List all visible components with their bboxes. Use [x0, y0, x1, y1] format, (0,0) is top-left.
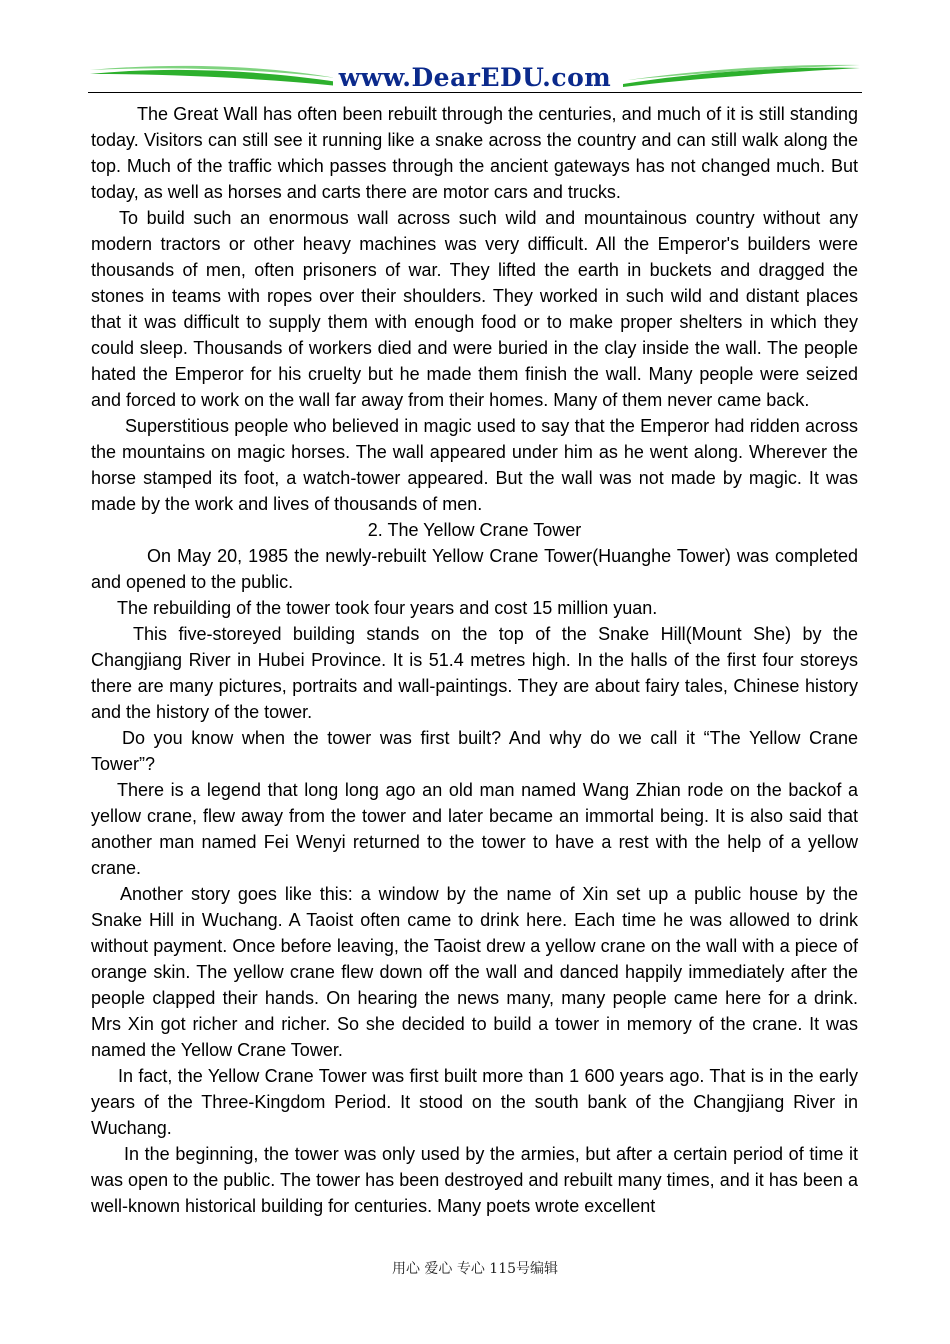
page-header: [88, 60, 862, 96]
paragraph-tower-history: In fact, the Yellow Crane Tower was first built more than 1 600 years ago. That is in the early years of the Three-Kingdom Period. It stood on the south bank of the Changjiang River in Wuchang.: [91, 1066, 858, 1138]
paragraph-tower-story: Another story goes like this: a window by the name of Xin set up a public house by the Snake Hill in Wuchang. A Taoist often came to drink here. Each time he was allowed to drink without payment. Once before leaving, the Taoist drew a yellow crane on the wall with a piece of orange skin. The yellow crane flew down off the wall and danced happily immediately after the people clapped their hands. On hearing the news many, many people came here for a drink. Mrs Xin got richer and richer. So she decided to build a tower in memory of the crane. It was named the Yellow Crane Tower.: [91, 884, 858, 1060]
site-logo-text: [88, 64, 862, 92]
site-name: www.DearEDU.com: [333, 63, 618, 92]
page-footer: 用心 爱心 专心 115号编辑: [391, 1261, 559, 1277]
paragraph-tower-question: Do you know when the tower was first built? And why do we call it “The Yellow Crane Tower”?: [91, 728, 858, 774]
paragraph-tower-opened: On May 20, 1985 the newly-rebuilt Yellow Crane Tower(Huanghe Tower) was completed and opened to the public.: [91, 546, 858, 592]
paragraph-great-wall-building: To build such an enormous wall across such wild and mountainous country without any modern tractors or other heavy machines was very difficult. All the Emperor's builders were thousands of men, often prisoners of war. They lifted the earth in buckets and dragged the stones in teams with ropes over their shoulders. They worked in such wild and distant places that it was difficult to supply them with enough food or to make proper shelters in which they could sleep. Thousands of workers died and were buried in the clay inside the wall. The people hated the Emperor for his cruelty but he made them finish the wall. Many people were seized and forced to work on the wall far away from their homes. Many of them never came back.: [91, 208, 858, 410]
article-body: [91, 101, 858, 1219]
paragraph-tower-public: In the beginning, the tower was only used by the armies, but after a certain period of time it was open to the public. The tower has been destroyed and rebuilt many times, and it has been a well-known historical building for centuries. Many poets wrote excellent: [91, 1144, 858, 1216]
paragraph-tower-cost: The rebuilding of the tower took four years and cost 15 million yuan.: [117, 598, 658, 618]
paragraph-great-wall-rebuilt: The Great Wall has often been rebuilt through the centuries, and much of it is still standing today. Visitors can still see it running like a snake across the country and can still walk along the top. Much of the traffic which passes through the ancient gateways has not changed much. But today, as well as horses and carts there are motor cars and trucks.: [91, 104, 858, 202]
header-divider: [88, 92, 862, 93]
paragraph-tower-description: This five-storeyed building stands on the top of the Snake Hill(Mount She) by the Changjiang River in Hubei Province. It is 51.4 metres high. In the halls of the first four storeys there are many pictures, portraits and wall-paintings. They are about fairy tales, Chinese history and the history of the tower.: [91, 624, 858, 722]
paragraph-tower-legend: There is a legend that long long ago an old man named Wang Zhian rode on the backof a yellow crane, flew away from the tower and later became an immortal being. It is also said that another man named Fei Wenyi returned to the tower to have a rest with the help of a yellow crane.: [91, 780, 858, 878]
paragraph-great-wall-magic: Superstitious people who believed in magic used to say that the Emperor had ridden across the mountains on magic horses. The wall appeared under him as he went along. Wherever the horse stamped its foot, a watch-tower appeared. But the wall was not made by magic. It was made by the work and lives of thousands of men.: [91, 416, 858, 514]
section-heading-yellow-crane: 2. The Yellow Crane Tower: [367, 520, 582, 540]
